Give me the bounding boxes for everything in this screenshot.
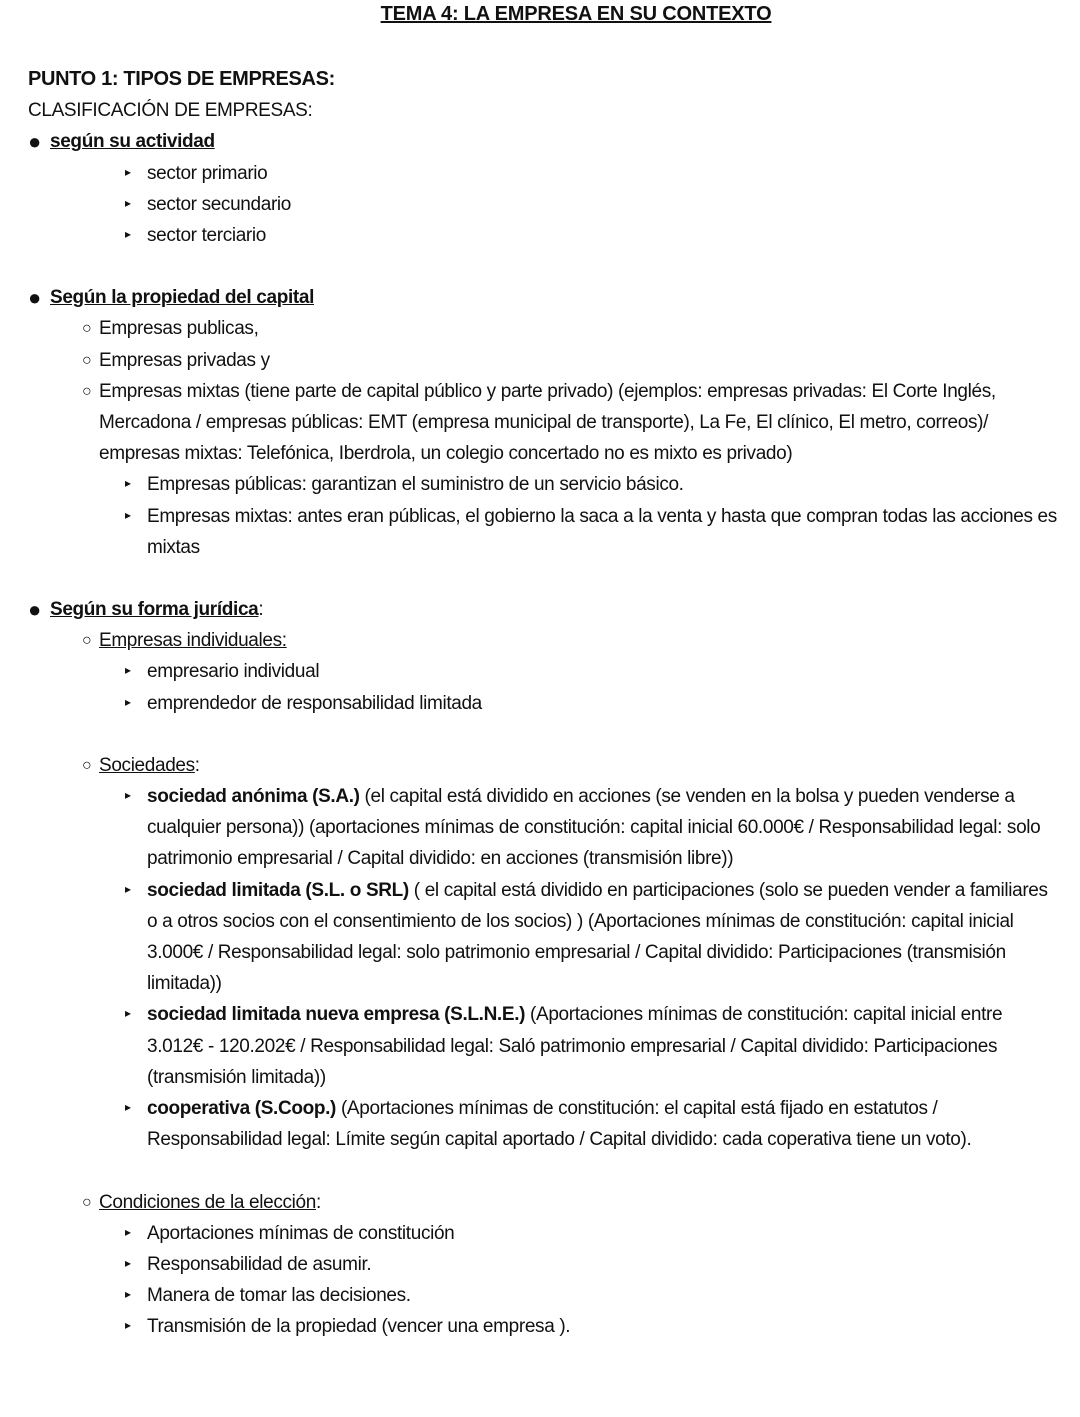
bullet-triangle-icon: ▸ — [125, 788, 131, 803]
bullet-circle-icon: ○ — [82, 351, 92, 369]
list-item: ▸ sector terciario — [28, 220, 1058, 251]
classification-label: Según su forma jurídica — [50, 599, 259, 621]
section-heading: PUNTO 1: TIPOS DE EMPRESAS: — [28, 68, 335, 90]
bullet-triangle-icon: ▸ — [125, 1224, 131, 1239]
bullet-disc-icon: ● — [28, 129, 41, 155]
bullet-circle-icon: ○ — [82, 756, 92, 774]
bullet-triangle-icon: ▸ — [125, 1318, 131, 1333]
classification-propiedad — [28, 282, 1058, 313]
subgroup-individuales — [28, 625, 1058, 656]
subgroup-sociedades: ○ Sociedades: — [28, 750, 1058, 781]
subgroup-condiciones: ○ Condiciones de la elección: — [28, 1187, 1058, 1218]
document-body — [28, 64, 1058, 1343]
spacer — [28, 563, 1058, 594]
bullet-triangle-icon: ▸ — [125, 227, 131, 242]
bullet-triangle-icon: ▸ — [125, 1006, 131, 1021]
document-title: TEMA 4: LA EMPRESA EN SU CONTEXTO — [380, 3, 772, 25]
bullet-triangle-icon: ▸ — [125, 164, 131, 179]
list-item: ▸ sector primario — [28, 158, 1058, 189]
subgroup-label: Condiciones de la elección — [99, 1191, 316, 1213]
company-type-name: sociedad anónima (S.A.) — [147, 786, 360, 808]
bullet-triangle-icon: ▸ — [125, 1287, 131, 1302]
bullet-circle-icon: ○ — [82, 382, 92, 400]
bullet-circle-icon: ○ — [82, 632, 92, 650]
bullet-triangle-icon: ▸ — [125, 663, 131, 678]
classification-label: según su actividad — [50, 131, 215, 153]
classification-label: Según la propiedad del capital — [50, 287, 314, 309]
bullet-triangle-icon: ▸ — [125, 195, 131, 210]
spacer — [28, 719, 1058, 750]
spacer — [28, 251, 1058, 282]
bullet-circle-icon: ○ — [82, 1193, 92, 1211]
bullet-triangle-icon: ▸ — [125, 1255, 131, 1270]
company-type-name: sociedad limitada (S.L. o SRL) — [147, 879, 409, 901]
company-type-name: cooperativa (S.Coop.) — [147, 1098, 337, 1120]
list-item: ▸ sociedad limitada (S.L. o SRL) ( el capital está dividido en participaciones (solo se pueden vender a familiares o a otros socios con el consentimiento de los socios) ) (Aportaciones mínimas de constitución: capital inicial 3.000€ / Responsabilidad legal: solo patrimonio empresarial / Capital dividido: Participaciones (transmisión limitada)) — [28, 875, 1058, 1000]
list-item: ▸ emprendedor de responsabilidad limitada — [28, 688, 1058, 719]
bullet-disc-icon: ● — [28, 597, 41, 623]
classification-actividad — [28, 126, 1058, 157]
list-item: ○ Empresas mixtas (tiene parte de capital público y parte privado) (ejemplos: empresas privadas: El Corte Inglés, Mercadona / empresas públicas: EMT (empresa municipal de transporte), La Fe, El clínico, El metro, correos)/ empresas mixtas: Telefónica, Iberdrola, un colegio concertado no es mixto es privado) — [28, 376, 1058, 470]
section-subheading: CLASIFICACIÓN DE EMPRESAS: — [28, 100, 313, 122]
bullet-triangle-icon: ▸ — [125, 507, 131, 522]
company-type-name: sociedad limitada nueva empresa (S.L.N.E.) — [147, 1004, 526, 1026]
list-item: ▸ Empresas mixtas: antes eran públicas, el gobierno la saca a la venta y hasta que compran todas las acciones es mixtas — [28, 501, 1058, 563]
bullet-triangle-icon: ▸ — [125, 694, 131, 709]
list-item: ▸ Transmisión de la propiedad (vencer una empresa ). — [28, 1311, 1058, 1342]
list-item: ▸ Responsabilidad de asumir. — [28, 1249, 1058, 1280]
list-item: ▸ Manera de tomar las decisiones. — [28, 1280, 1058, 1311]
bullet-triangle-icon: ▸ — [125, 1100, 131, 1115]
list-item: ○ Empresas publicas, — [28, 313, 1058, 344]
classification-juridica: ● Según su forma jurídica: — [28, 594, 1058, 625]
list-item: ▸ sociedad anónima (S.A.) (el capital está dividido en acciones (se venden en la bolsa y pueden venderse a cualquier persona)) (aportaciones mínimas de constitución: capital inicial 60.000€ / Responsabilidad legal: solo patrimonio empresarial / Capital dividido: en acciones (transmisión libre)) — [28, 781, 1058, 875]
bullet-triangle-icon: ▸ — [125, 476, 131, 491]
list-item: ▸ sociedad limitada nueva empresa (S.L.N.E.) (Aportaciones mínimas de constitución: capital inicial entre 3.012€ - 120.202€ / Responsabilidad legal: Saló patrimonio empresarial / Capital dividido: Participaciones (transmisión limitada)) — [28, 999, 1058, 1093]
subgroup-label: Empresas individuales: — [99, 630, 287, 652]
list-item: ○ Empresas privadas y — [28, 345, 1058, 376]
bullet-circle-icon: ○ — [82, 320, 92, 338]
list-item: ▸ cooperativa (S.Coop.) (Aportaciones mínimas de constitución: el capital está fijado en estatutos / Responsabilidad legal: Límite según capital aportado / Capital dividido: cada coperativa tiene un voto). — [28, 1093, 1058, 1155]
list-item: ▸ empresario individual — [28, 656, 1058, 687]
bullet-triangle-icon: ▸ — [125, 881, 131, 896]
list-item: ▸ sector secundario — [28, 189, 1058, 220]
spacer — [28, 1156, 1058, 1187]
bullet-disc-icon: ● — [28, 285, 41, 311]
list-item: ▸ Aportaciones mínimas de constitución — [28, 1218, 1058, 1249]
subgroup-label: Sociedades — [99, 754, 195, 776]
list-item: ▸ Empresas públicas: garantizan el suministro de un servicio básico. — [28, 469, 1058, 500]
